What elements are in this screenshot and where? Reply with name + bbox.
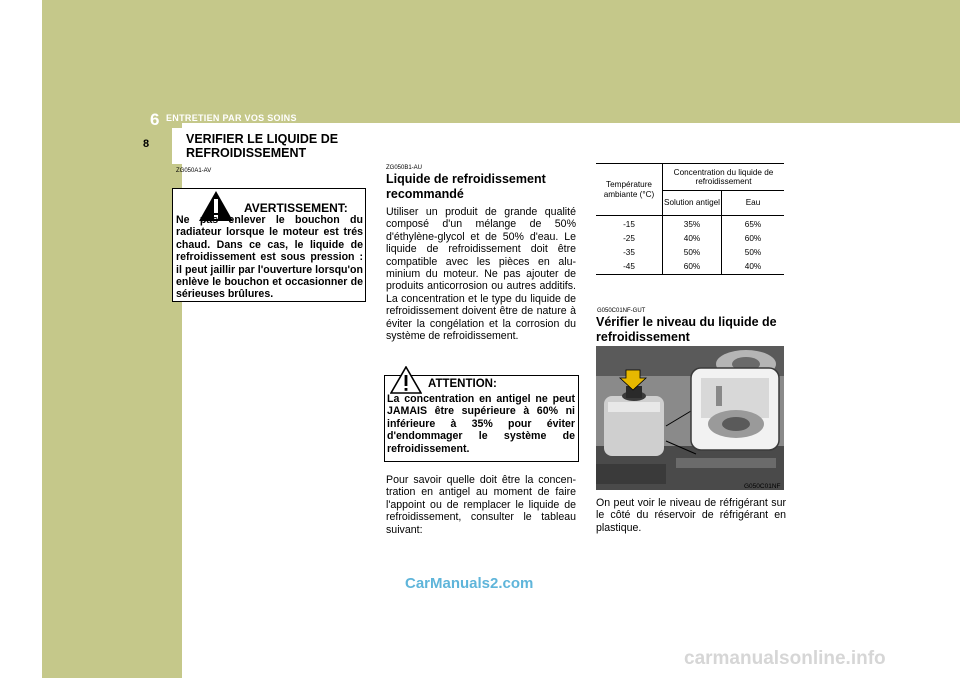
cell-water: 65% (744, 220, 762, 230)
col-antifreeze-header: Solution antigel (663, 191, 722, 216)
table-row (596, 246, 784, 260)
section-code-left: ZG050A1-AV (176, 168, 212, 174)
cell-water: 50% (744, 248, 762, 258)
photo-code: G050C01NF (744, 483, 781, 490)
table-row (596, 260, 784, 275)
cell-temp: -45 (596, 260, 663, 275)
attention-text: La concentration en antigel ne peut JAMAIS être supérieure à 60% ni inférieure à 35% pour éviter d'endommager le système de refroidissement. (387, 393, 575, 455)
col-water-header: Eau (722, 191, 785, 216)
watermark-carmanuals2[interactable]: CarManuals2.com (405, 575, 534, 592)
table-row (596, 232, 784, 246)
header-band (42, 0, 960, 123)
warning-text: Ne pas enlever le bouchon du radiateur lorsque le moteur est trés chaud. Dans ce cas, le liquide de refroidissement est sous pression : il peut jaillir par l'ouverture lorsqu'on enlève le bouchon et occasionner de sérieuses brûlures. (176, 214, 363, 301)
cell-water: 60% (744, 234, 762, 244)
cell-antifreeze: 35% (663, 216, 722, 233)
coolant-heading: Liquide de refroidissement recommandé (386, 172, 546, 201)
section-code-right: G050C01NF-GUT (597, 308, 646, 314)
cell-antifreeze: 50% (663, 246, 722, 260)
concentration-table (596, 163, 784, 275)
section-code-middle: ZG050B1-AU (386, 165, 423, 171)
page-number: 8 (143, 138, 150, 150)
chapter-title: ENTRETIEN PAR VOS SOINS (166, 113, 297, 123)
cell-antifreeze: 60% (663, 260, 722, 275)
table-intro: Pour savoir quelle doit être la concen- tration en antigel au moment de faire l'appoint ou de remplacer le liquide de refroidissement, consulter le tableau suivant: (386, 474, 576, 536)
section-title: VERIFIER LE LIQUIDE DE REFROIDISSEMENT (186, 132, 339, 160)
engine-bay-illustration (596, 346, 784, 490)
cell-temp: -25 (596, 232, 663, 246)
cell-temp: -35 (596, 246, 663, 260)
cell-water: 40% (722, 260, 785, 275)
cell-temp: -15 (596, 216, 663, 233)
engine-photo (596, 346, 784, 490)
level-body: On peut voir le niveau de réfrigérant sur le côté du réservoir de réfrigérant en plastique. (596, 497, 786, 534)
side-strip (42, 123, 182, 678)
cell-antifreeze: 40% (663, 232, 722, 246)
attention-heading: ATTENTION: (428, 378, 497, 390)
watermark-carmanualsonline[interactable]: carmanualsonline.info (684, 648, 886, 669)
warning-heading: AVERTISSEMENT: (244, 201, 348, 215)
table-row (596, 216, 784, 233)
level-heading: Vérifier le niveau du liquide de refroidissement (596, 315, 777, 344)
chapter-number: 6 (150, 110, 160, 129)
attention-icon (390, 366, 422, 394)
col-temp-header: Température ambiante (°C) (596, 164, 663, 216)
col-concentration-header: Concentration du liquide de refroidissement (663, 164, 785, 191)
coolant-body: Utiliser un produit de grande qualité composé d'un mélange de 50% d'éthylène-glycol et de 50% d'eau. Le liquide de refroidissement doit être compatible avec les pièces en alu- minium du moteur. Ne pas ajouter de produits anticorrosion ou autres additifs. La concentration et le type du liquide de refroidissement doivent être de nature à éviter la congélation et la corrosion du système de refroidissement. (386, 206, 576, 343)
